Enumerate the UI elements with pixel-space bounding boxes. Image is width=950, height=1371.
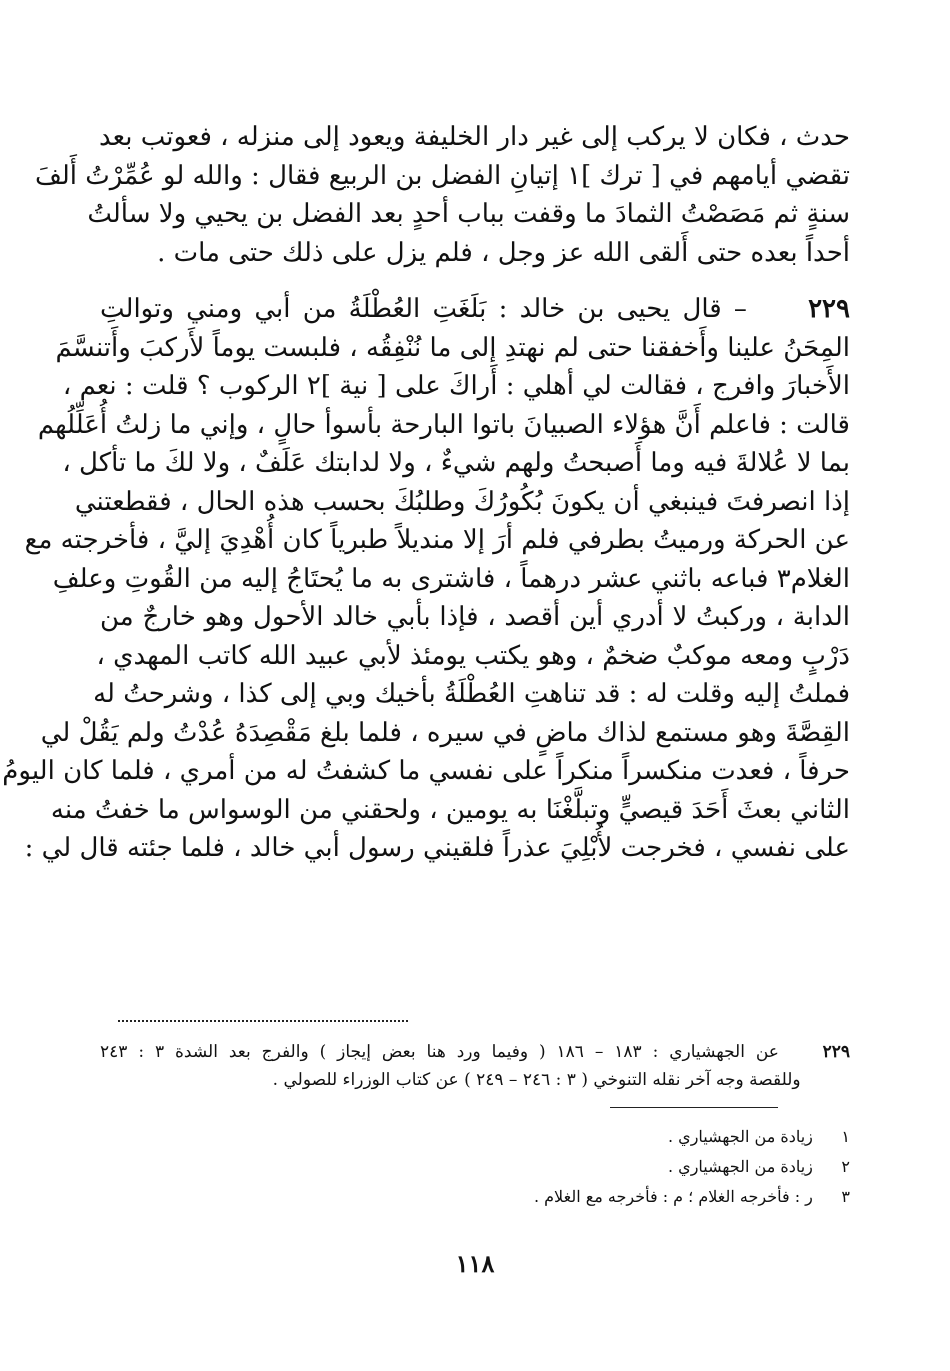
- main-text: [2, 118, 850, 868]
- text-line: الثاني بعثَ أَحَدَ قيصيٍّ وتبلَّغْنَا به يومين ، ولحقني من الوسواس ما خفتُ منه: [50, 794, 850, 825]
- source-note-text: عن الجهشياري : ١٨٣ – ١٨٦ ( وفيما ورد هنا بعض إيجاز ) والفرج بعد الشدة ٣ : ٢٤٣: [100, 1042, 779, 1062]
- footnote-text: زيادة من الجهشياري .: [668, 1157, 813, 1176]
- text-line: إذا انصرفتَ فينبغي أن يكونَ بُكُورُكَ وطلبُكَ بحسب هذه الحال ، فقطعتني: [74, 486, 850, 517]
- footnote-number: ٣: [841, 1187, 850, 1206]
- text-line: حدث ، فكان لا يركب إلى غير دار الخليفة ويعود إلى منزله ، فعوتب بعد: [99, 122, 850, 152]
- paragraph-1: [34, 118, 850, 272]
- source-note-line: [100, 1066, 850, 1094]
- footnote-item: [300, 1122, 850, 1152]
- text-line: فملتُ إليه وقلت له : قد تناهتِ العُطْلَةُ بأخيك وبي إلى كذا ، وشرحتُ له: [93, 679, 850, 709]
- page-number: ١١٨: [455, 1249, 495, 1278]
- footnote-item: [300, 1152, 850, 1182]
- text-line: الأَخبارَ وافرج ، فقالت لي أهلي : أَراكَ على [ نية ]٢ الركوب ؟ قلت : نعم ،: [62, 371, 850, 401]
- text-line: المِحَنُ علينا وأَخفقنا حتى لم نهتدِ إلى ما نُنْفِقُه ، فلبست يوماً لأَركبَ وأَتنسَّمَ: [55, 332, 850, 363]
- text-line: [100, 290, 850, 329]
- footnote-rule: [610, 1107, 778, 1108]
- text-line: بما لا عُلالةَ فيه وما أَصبحتُ ولهم شيءٌ ، ولا لدابتك عَلَفٌ ، ولا لكَ ما تأكل ،: [62, 448, 850, 478]
- text-line: تقضي أيامهم في [ ترك ]١ إتيانِ الفضل بن الربيع فقال : والله لو عُمِّرْتُ أَلفَ: [34, 160, 850, 191]
- footnote-text: زيادة من الجهشياري .: [668, 1127, 813, 1146]
- source-note-line: [100, 1038, 850, 1066]
- footnotes: [300, 1122, 850, 1212]
- source-note-number: ٢٢٩: [822, 1042, 851, 1062]
- source-note: [100, 1038, 850, 1094]
- text-line: دَرْبٍ ومعه موكبٌ ضخمٌ ، وهو يكتب يومئذ لأبي عبيد الله كاتب المهدي ،: [96, 640, 850, 671]
- text-line: على نفسي ، فخرجت لأُبْلِيَ عذراً فلقيني رسول أبي خالد ، فلما جئته قال لي :: [24, 833, 850, 863]
- text-line: القِصَّةَ وهو مستمع لذاك ماضٍ في سيره ، فلما بلغ مَقْصِدَهُ عُدْتُ ولم يَقُلْ لي: [40, 717, 850, 748]
- text-line: حرفاً ، فعدت منكسراً منكراً على نفسي ما كشفتُ له من أمري ، فلما كان اليومُ: [2, 756, 850, 786]
- footnote-item: [300, 1182, 850, 1212]
- text-line: قالت : فاعلم أَنَّ هؤلاء الصبيانَ باتوا البارحة بأسوأ حالٍ ، وإني ما زلتُ أُعَلِّلُهم: [37, 409, 850, 440]
- entry-first-line-text: – قال يحيى بن خالد : بَلَغَتِ العُطْلَةُ من أبي ومني وتوالتِ: [100, 294, 747, 324]
- text-line: سنةٍ ثم مَصَصْتُ الثمادَ ما وقفت بباب أحدٍ بعد الفضل بن يحيي ولا سألتُ: [87, 199, 850, 229]
- footnote-number: ٢: [841, 1157, 850, 1176]
- text-line: الغلام٣ فباعه باثني عشر درهماً ، فاشترى به ما يُحتَاجُ إليه من القُوتِ وعلفِ: [52, 563, 850, 594]
- dotted-separator: [118, 1020, 408, 1022]
- text-line: أحداً بعده حتى أَلقى الله عز وجل ، فلم يزل على ذلك حتى مات .: [157, 237, 850, 268]
- text-line: الدابة ، وركبتُ لا أدري أين أقصد ، فإذا بأبي خالد الأحول وهو خارجٌ من: [100, 602, 850, 632]
- text-line: عن الحركة ورميتُ بطرفي فلم أرَ إلا منديلاً طبرياً كان أُهْدِيَ إليَّ ، فأخرجته مع: [24, 525, 850, 555]
- paragraph-229: [2, 290, 850, 868]
- footnote-text: ر : فأخرجه الغلام ؛ م : فأخرجه مع الغلام .: [533, 1187, 813, 1206]
- footnote-number: ١: [841, 1127, 850, 1146]
- entry-number: ٢٢٩: [808, 294, 850, 324]
- source-note-text: وللقصة وجه آخر نقله التنوخي ( ٣ : ٢٤٦ – ٢٤٩ ) عن كتاب الوزراء للصولي .: [272, 1070, 801, 1090]
